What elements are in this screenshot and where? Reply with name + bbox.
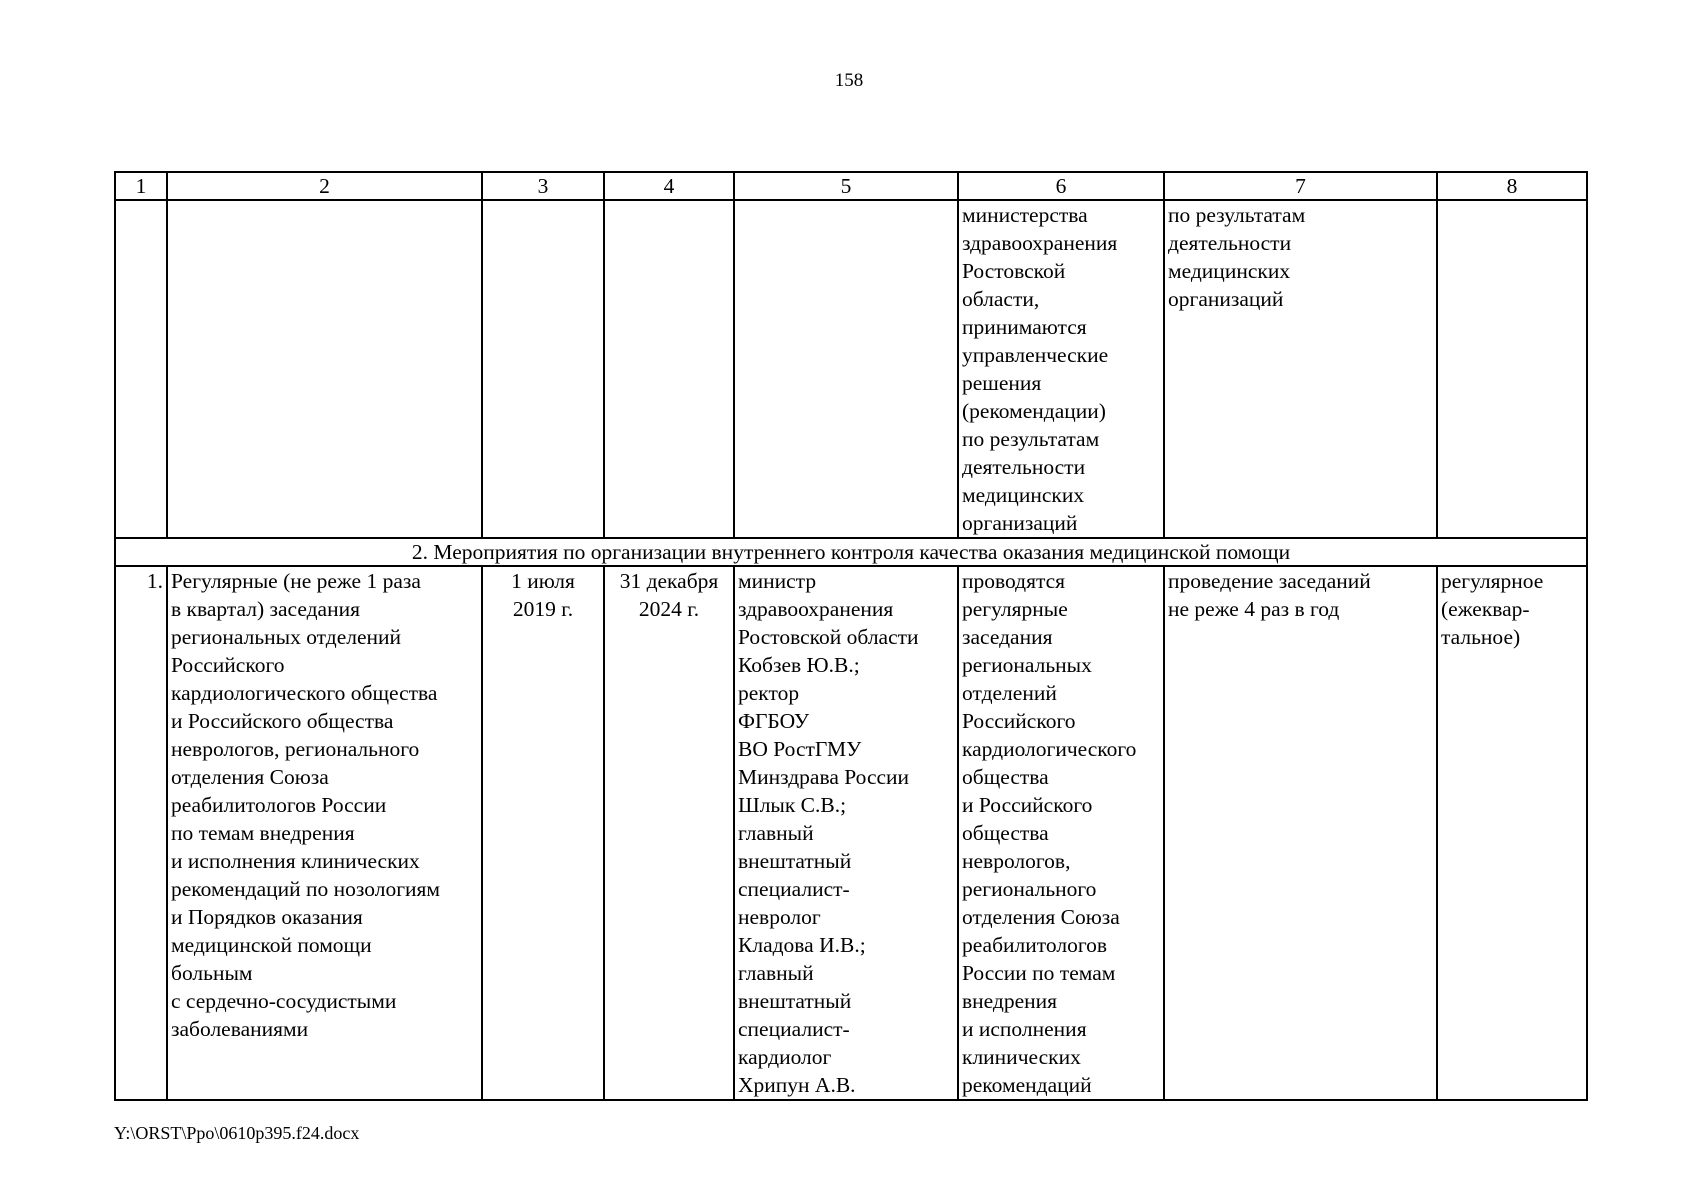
column-number-cell: 1 — [115, 172, 167, 200]
column-number-cell: 5 — [734, 172, 958, 200]
responsible-cell: министр здравоохранения Ростовской области Кобзев Ю.В.; ректор ФГБОУ ВО РостГМУ Минздрава России Шлык С.В.; главный внештатный специалист- невролог Кладова И.В.; главный внештатный специалист- кардиолог Хрипун А.В. — [734, 566, 958, 1100]
column-number-cell: 4 — [604, 172, 734, 200]
column-number-row — [115, 172, 1587, 200]
column-number-cell: 2 — [167, 172, 482, 200]
indicator-cell: по результатам деятельности медицинских организаций — [1164, 200, 1437, 538]
row-number: 1. — [115, 566, 167, 1100]
section-title: 2. Мероприятия по организации внутреннего контроля качества оказания медицинской помощи — [115, 538, 1587, 566]
end-date-cell: 31 декабря 2024 г. — [604, 566, 734, 1100]
column-number-cell: 3 — [482, 172, 604, 200]
table-cell — [115, 200, 167, 538]
column-number-cell: 8 — [1437, 172, 1587, 200]
table-cell — [604, 200, 734, 538]
activity-cell: Регулярные (не реже 1 раза в квартал) заседания региональных отделений Российского кардиологического общества и Российского общества неврологов, регионального отделения Союза реабилитологов России по темам внедрения и исполнения клинических рекомендаций по нозологиям и Порядков оказания медицинской помощи больным с сердечно-сосудистыми заболеваниями — [167, 566, 482, 1100]
result-cell: проводятся регулярные заседания региональных отделений Российского кардиологического общества и Российского общества неврологов, регионального отделения Союза реабилитологов России по темам внедрения и исполнения клинических рекомендаций — [958, 566, 1164, 1100]
footer-file-path: Y:\ORST\Ppo\0610p395.f24.docx — [114, 1123, 360, 1143]
table-row — [115, 566, 1587, 1100]
page-number: 158 — [834, 70, 864, 91]
periodicity-cell: регулярное (ежеквар- тальное) — [1437, 566, 1587, 1100]
result-cell: министерства здравоохранения Ростовской области, принимаются управленческие решения (рекомендации) по результатам деятельности медицинских организаций — [958, 200, 1164, 538]
table-cell — [167, 200, 482, 538]
table-cell — [482, 200, 604, 538]
table-cell — [1437, 200, 1587, 538]
start-date-cell: 1 июля 2019 г. — [482, 566, 604, 1100]
table-cell — [734, 200, 958, 538]
column-number-cell: 7 — [1164, 172, 1437, 200]
section-row — [115, 538, 1587, 566]
plan-table — [114, 171, 1588, 1101]
indicator-cell: проведение заседаний не реже 4 раз в год — [1164, 566, 1437, 1100]
column-number-cell: 6 — [958, 172, 1164, 200]
continuation-row — [115, 200, 1587, 538]
